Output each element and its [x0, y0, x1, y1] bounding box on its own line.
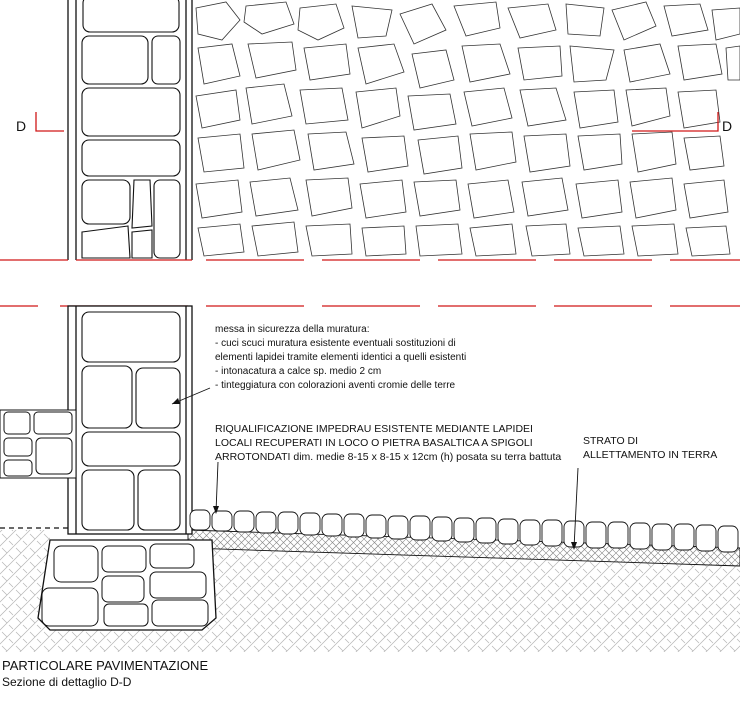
note-masonry — [215, 323, 466, 393]
plan-paving-stones — [196, 2, 740, 256]
note-line: ALLETTAMENTO IN TERRA — [583, 449, 718, 461]
plan-wall — [68, 0, 192, 260]
note-line: - intonacatura a calce sp. medio 2 cm — [215, 366, 382, 377]
note-line: elementi lapidei tramite elementi identici a quelli esistenti — [215, 352, 467, 363]
section-mark-right: D — [722, 118, 733, 134]
break-lines — [0, 260, 740, 306]
foundation — [38, 540, 216, 630]
plan-view — [36, 0, 740, 260]
note-bedding — [583, 434, 717, 462]
note-line: messa in sicurezza della muratura: — [215, 324, 370, 335]
section-wall — [68, 306, 192, 534]
note-line: RIQUALIFICAZIONE IMPEDRAU ESISTENTE MEDIANTE LAPIDEI — [215, 423, 533, 435]
section-cut-markers — [36, 112, 718, 131]
note-line: STRATO DI — [583, 435, 639, 447]
note-paving — [215, 422, 561, 464]
note-line: LOCALI RECUPERATI IN LOCO O PIETRA BASALTICA A SPIGOLI — [215, 437, 533, 449]
title-block — [2, 657, 208, 690]
drawing-title: PARTICOLARE PAVIMENTAZIONE — [2, 658, 209, 673]
note-line: - tinteggiatura con colorazioni aventi cromie delle terre — [215, 380, 456, 391]
section-mark-left: D — [16, 118, 27, 134]
note-line: ARROTONDATI dim. medie 8-15 x 8-15 x 12cm (h) posata su terra battuta — [215, 451, 562, 463]
note-line: - cuci scuci muratura esistente eventuali sostituzioni di — [215, 338, 456, 349]
side-low-wall — [0, 410, 76, 478]
drawing-subtitle: Sezione di dettaglio D-D — [2, 675, 132, 689]
